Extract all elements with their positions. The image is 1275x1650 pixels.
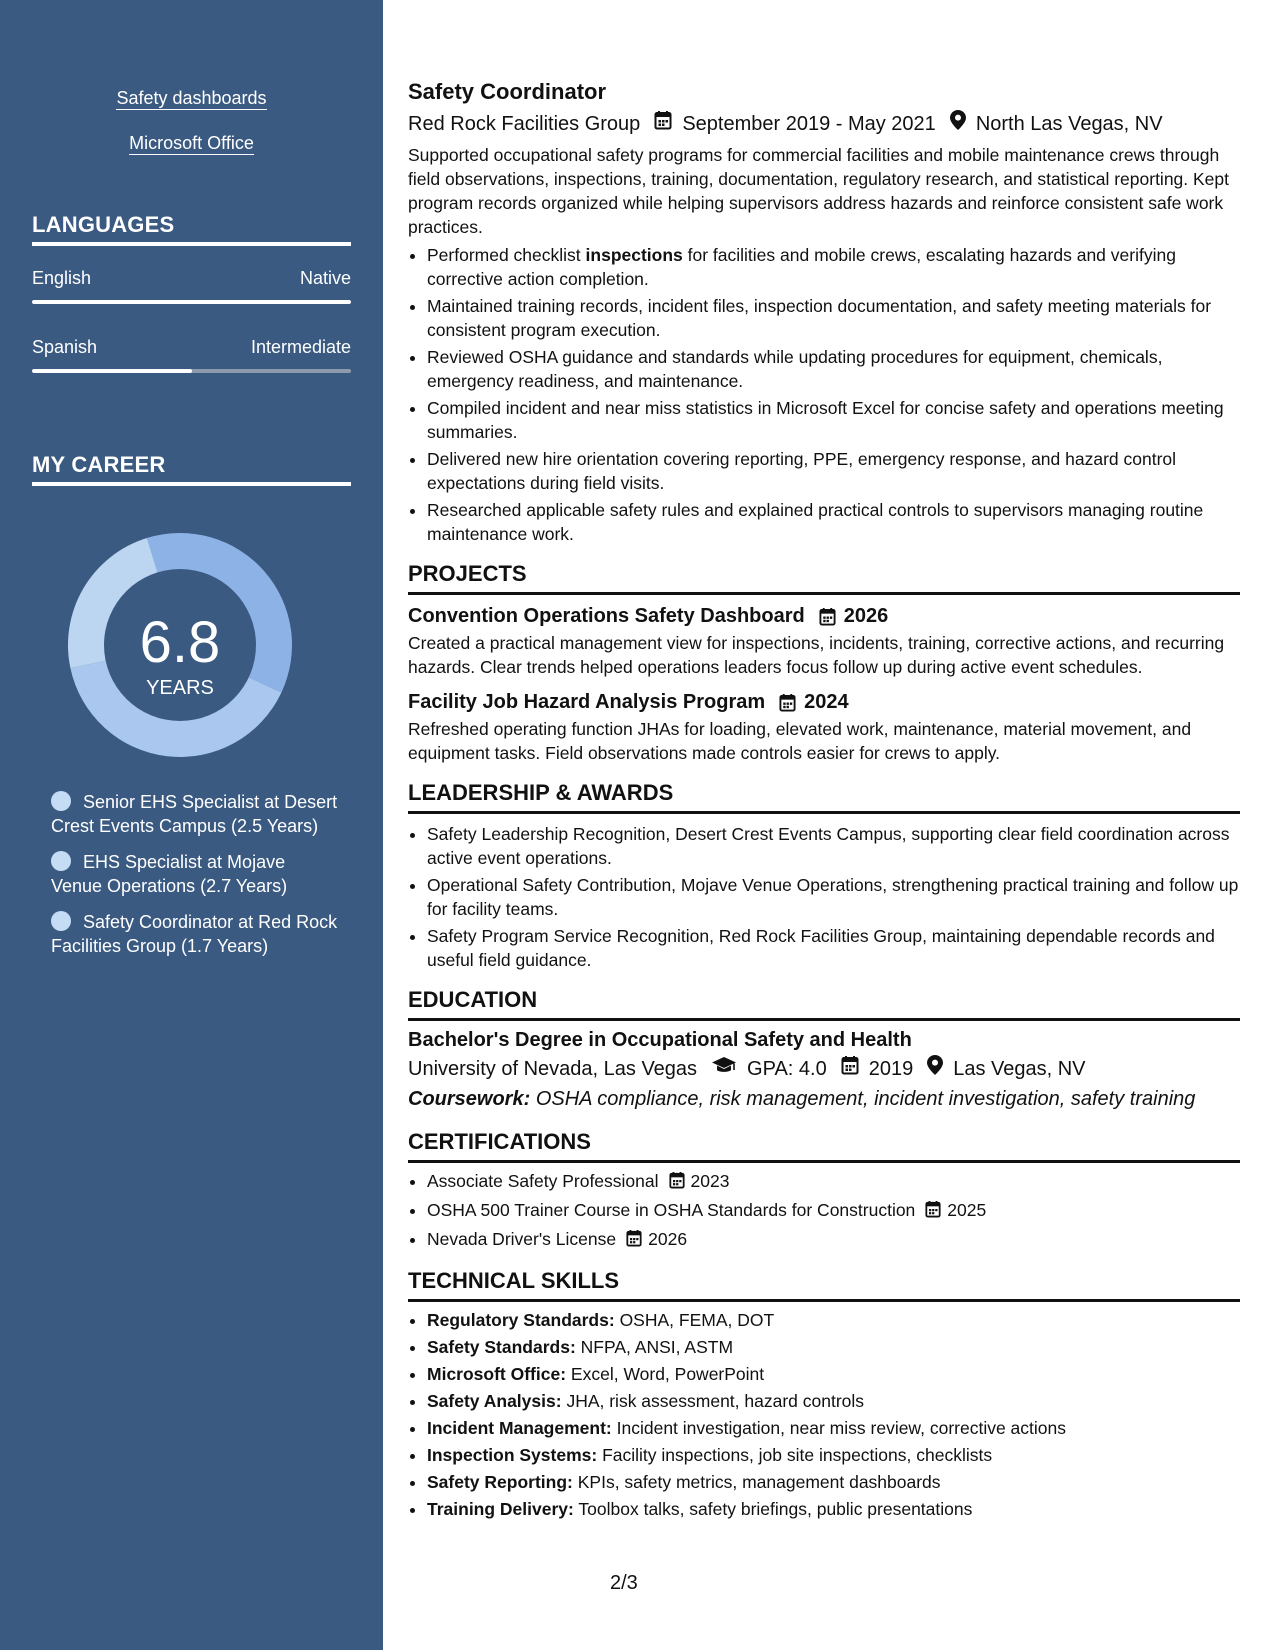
language-bar-english — [32, 300, 351, 304]
company-name: Red Rock Facilities Group — [408, 112, 641, 135]
certification-item — [427, 1169, 1240, 1195]
skill-item — [427, 1416, 1240, 1440]
project-title: Facility Job Hazard Analysis Program — [408, 691, 766, 713]
certification-item — [427, 1198, 1240, 1224]
skill-link-label: Safety dashboards — [116, 88, 267, 108]
sidebar — [0, 0, 383, 1650]
language-bar-fill — [32, 369, 192, 373]
language-level: Intermediate — [250, 337, 351, 357]
skill-item — [427, 1335, 1240, 1359]
skill-item — [427, 1308, 1240, 1332]
job-title: Safety Coordinator — [408, 79, 607, 104]
degree-title: Bachelor's Degree in Occupational Safety and Health — [408, 1029, 912, 1051]
skill-value: Toolbox talks, safety briefings, public presentations — [578, 1499, 973, 1519]
leadership-item: • Operational Safety Contribution, Mojave Venue Operations, strengthening practical training and follow up for facility teams. — [427, 873, 1240, 921]
skill-item — [427, 1497, 1240, 1521]
calendar-icon — [626, 1229, 642, 1253]
bullet-text-pre: Performed checklist — [427, 245, 586, 265]
job-bullets — [408, 243, 1240, 546]
certification-name: Nevada Driver's License — [427, 1229, 617, 1249]
skill-value: JHA, risk assessment, hazard controls — [566, 1391, 865, 1411]
certifications-list — [408, 1169, 1240, 1253]
calendar-icon — [779, 693, 796, 712]
education-meta — [408, 1055, 1240, 1082]
projects-heading: PROJECTS — [408, 560, 1240, 595]
page-number: 2/3 — [610, 1572, 638, 1594]
job-bullet: • Delivered new hire orientation covering reporting, PPE, emergency response, and hazard control expectations during field visits. — [427, 447, 1240, 495]
technical-skills-heading: TECHNICAL SKILLS — [408, 1267, 1240, 1302]
project-title: Convention Operations Safety Dashboard — [408, 605, 805, 627]
coursework-line — [408, 1086, 1240, 1112]
job-bullet: • Maintained training records, incident files, inspection documentation, and safety meeting materials for consistent program execution. — [427, 294, 1240, 342]
calendar-icon — [669, 1171, 685, 1195]
skill-label: Safety Analysis: — [427, 1391, 562, 1411]
projects-section — [408, 560, 1240, 765]
calendar-icon — [925, 1200, 941, 1224]
career-dot-icon — [51, 851, 71, 871]
career-list-item — [51, 790, 341, 838]
career-donut-chart — [65, 530, 295, 760]
certifications-heading: CERTIFICATIONS — [408, 1128, 1240, 1163]
certification-item — [427, 1227, 1240, 1253]
language-name: Spanish — [32, 337, 98, 357]
language-bar-fill — [32, 300, 351, 304]
skill-label: Safety Reporting: — [427, 1472, 573, 1492]
career-heading: MY CAREER — [32, 452, 351, 486]
bullet-text-post: for facilities and mobile crews, escalating hazards and verifying corrective action completion. — [427, 245, 1176, 289]
certifications-section — [408, 1128, 1240, 1253]
certification-year: 2025 — [947, 1200, 987, 1220]
project-title-line — [408, 689, 1240, 715]
technical-skills-section — [408, 1267, 1240, 1521]
graduation-cap-icon — [711, 1055, 737, 1082]
career-total-value: 6.8 — [139, 610, 221, 675]
skill-value: NFPA, ANSI, ASTM — [580, 1337, 734, 1357]
language-level: Native — [299, 268, 351, 288]
career-list — [51, 790, 341, 970]
language-row-spanish — [32, 337, 351, 358]
skill-item — [427, 1470, 1240, 1494]
education-section — [408, 986, 1240, 1112]
skill-value: Excel, Word, PowerPoint — [570, 1364, 765, 1384]
language-name: English — [32, 268, 92, 288]
skill-link-label: Microsoft Office — [129, 133, 254, 153]
coursework-text: OSHA compliance, risk management, incident investigation, safety training — [535, 1088, 1196, 1110]
leadership-heading: LEADERSHIP & AWARDS — [408, 779, 1240, 814]
skill-value: Facility inspections, job site inspections, checklists — [602, 1445, 993, 1465]
skill-item — [427, 1389, 1240, 1413]
certification-name: OSHA 500 Trainer Course in OSHA Standards for Construction — [427, 1200, 916, 1220]
languages-heading: LANGUAGES — [32, 212, 351, 246]
location-pin-icon — [950, 110, 966, 137]
certification-year: 2023 — [690, 1171, 730, 1191]
education-gpa: GPA: 4.0 — [747, 1057, 827, 1080]
job-bullet — [427, 243, 1240, 291]
skill-label: Training Delivery: — [427, 1499, 574, 1519]
job-bullet: • Researched applicable safety rules and explained practical controls to supervisors managing routine maintenance work. — [427, 498, 1240, 546]
education-location: Las Vegas, NV — [953, 1057, 1086, 1080]
leadership-list — [408, 822, 1240, 972]
skill-label: Inspection Systems: — [427, 1445, 598, 1465]
skill-link-microsoft-office[interactable] — [0, 133, 383, 154]
career-dot-icon — [51, 791, 71, 811]
career-list-item — [51, 910, 341, 958]
main-content — [408, 78, 1240, 1524]
calendar-icon — [819, 607, 836, 626]
skill-value: OSHA, FEMA, DOT — [619, 1310, 775, 1330]
career-total-unit: YEARS — [146, 677, 214, 699]
job-bullet: • Reviewed OSHA guidance and standards while updating procedures for equipment, chemicals, emergency readiness, and maintenance. — [427, 345, 1240, 393]
school-name: University of Nevada, Las Vegas — [408, 1057, 698, 1080]
career-item-text: Senior EHS Specialist at Desert Crest Events Campus (2.5 Years) — [51, 792, 338, 836]
skill-label: Safety Standards: — [427, 1337, 576, 1357]
experience-section — [408, 78, 1240, 546]
education-heading: EDUCATION — [408, 986, 1240, 1021]
language-row-english — [32, 268, 351, 289]
coursework-label: Coursework: — [408, 1088, 531, 1110]
skill-item — [427, 1443, 1240, 1467]
education-year: 2019 — [868, 1057, 914, 1080]
job-dates: September 2019 - May 2021 — [682, 112, 936, 135]
job-summary: Supported occupational safety programs for commercial facilities and mobile maintenance crews through field observations, inspections, training, documentation, regulatory research, and statistical reporting. Kept program records organized while helping supervisors address hazards and reinforce consistent safe work practices. — [408, 145, 1230, 237]
skill-label: Microsoft Office: — [427, 1364, 567, 1384]
location-pin-icon — [927, 1055, 943, 1082]
skill-value: Incident investigation, near miss review, corrective actions — [616, 1418, 1066, 1438]
calendar-icon — [654, 110, 672, 137]
project-year: 2024 — [804, 691, 849, 713]
project-description: Created a practical management view for inspections, incidents, training, corrective actions, and recurring hazards. Clear trends helped operations leaders focus follow up during active event schedules. — [408, 633, 1225, 677]
skill-value: KPIs, safety metrics, management dashboards — [577, 1472, 941, 1492]
skill-item — [427, 1362, 1240, 1386]
leadership-item: • Safety Program Service Recognition, Red Rock Facilities Group, maintaining dependable records and useful field guidance. — [427, 924, 1240, 972]
language-bar-spanish — [32, 369, 351, 373]
career-list-item — [51, 850, 341, 898]
leadership-item: • Safety Leadership Recognition, Desert Crest Events Campus, supporting clear field coordination across active event operations. — [427, 822, 1240, 870]
certification-name: Associate Safety Professional — [427, 1171, 659, 1191]
career-item-text: EHS Specialist at Mojave Venue Operations (2.7 Years) — [51, 852, 288, 896]
career-dot-icon — [51, 911, 71, 931]
project-item — [408, 689, 1240, 765]
bullet-text-bold: inspections — [585, 245, 683, 265]
job-bullet: • Compiled incident and near miss statistics in Microsoft Excel for concise safety and operations meeting summaries. — [427, 396, 1240, 444]
technical-skills-list — [408, 1308, 1240, 1521]
leadership-section — [408, 779, 1240, 972]
skill-link-safety-dashboards[interactable] — [0, 88, 383, 109]
job-location: North Las Vegas, NV — [975, 112, 1163, 135]
certification-year: 2026 — [648, 1229, 688, 1249]
project-description: Refreshed operating function JHAs for loading, elevated work, maintenance, material movement, and equipment tasks. Field observations made controls easier for crews to apply. — [408, 719, 1192, 763]
project-year: 2026 — [843, 605, 889, 627]
career-item-text: Safety Coordinator at Red Rock Facilities Group (1.7 Years) — [51, 912, 338, 956]
calendar-icon — [841, 1055, 859, 1082]
skill-label: Regulatory Standards: — [427, 1310, 615, 1330]
skill-label: Incident Management: — [427, 1418, 612, 1438]
project-item — [408, 603, 1240, 679]
project-title-line — [408, 603, 1240, 629]
job-meta — [408, 110, 1240, 137]
